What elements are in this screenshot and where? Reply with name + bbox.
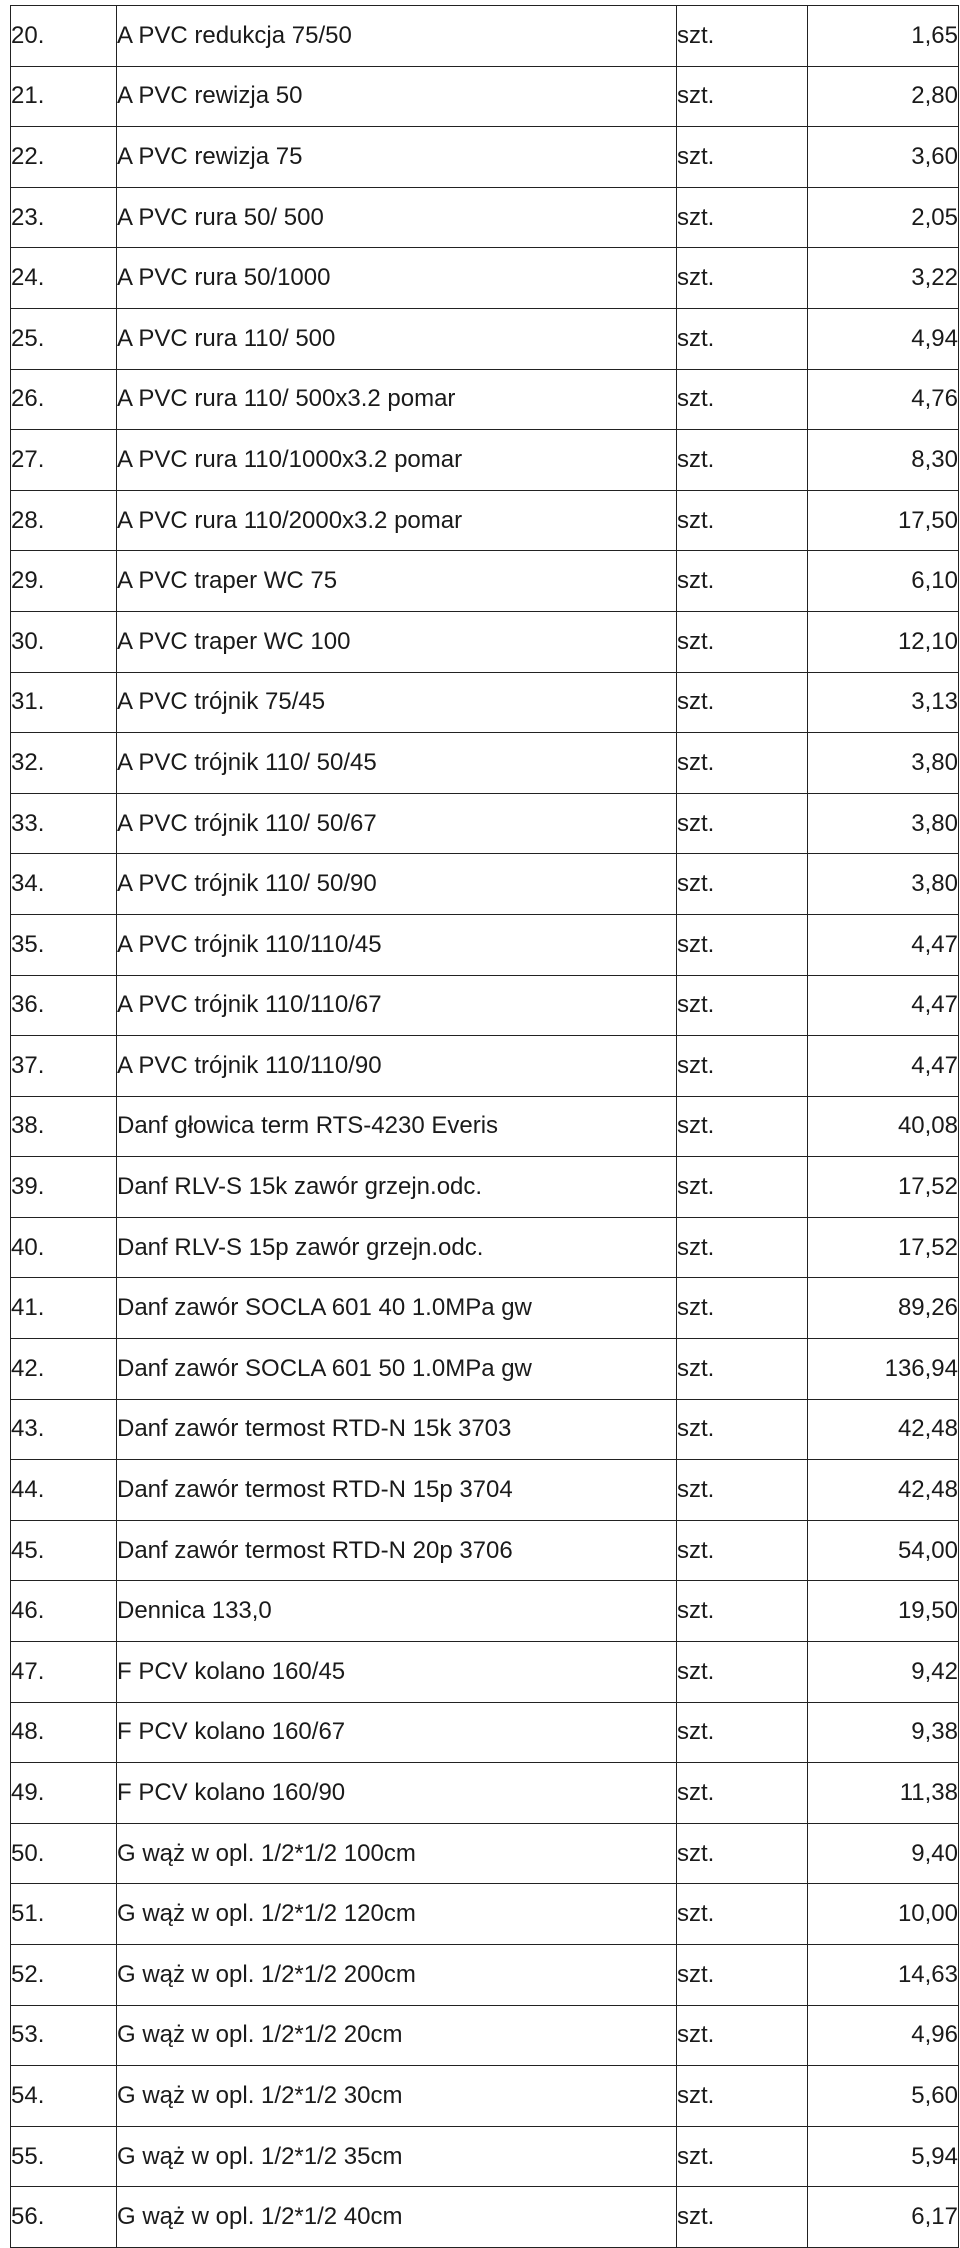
unit-cell: szt. <box>677 1096 808 1157</box>
table-row <box>11 1581 959 1642</box>
price-cell: 2,05 <box>808 187 959 248</box>
product-name-cell: A PVC rewizja 75 <box>117 127 677 188</box>
unit-cell: szt. <box>677 1217 808 1278</box>
price-cell: 4,47 <box>808 914 959 975</box>
product-name-cell: A PVC trójnik 75/45 <box>117 672 677 733</box>
row-number-cell: 55. <box>11 2126 117 2187</box>
product-name-cell: A PVC trójnik 110/ 50/45 <box>117 733 677 794</box>
product-name-cell: A PVC traper WC 75 <box>117 551 677 612</box>
price-cell: 4,47 <box>808 1036 959 1097</box>
table-row <box>11 1642 959 1703</box>
unit-cell: szt. <box>677 490 808 551</box>
table-row <box>11 1460 959 1521</box>
table-row <box>11 127 959 188</box>
price-cell: 3,80 <box>808 733 959 794</box>
price-cell: 136,94 <box>808 1339 959 1400</box>
price-cell: 4,96 <box>808 2005 959 2066</box>
table-row <box>11 914 959 975</box>
table-row <box>11 1339 959 1400</box>
price-cell: 40,08 <box>808 1096 959 1157</box>
price-cell: 12,10 <box>808 611 959 672</box>
row-number-cell: 40. <box>11 1217 117 1278</box>
price-cell: 42,48 <box>808 1399 959 1460</box>
row-number-cell: 36. <box>11 975 117 1036</box>
price-cell: 3,80 <box>808 854 959 915</box>
unit-cell: szt. <box>677 1763 808 1824</box>
unit-cell: szt. <box>677 1278 808 1339</box>
table-row <box>11 1096 959 1157</box>
unit-cell: szt. <box>677 793 808 854</box>
unit-cell: szt. <box>677 6 808 67</box>
unit-cell: szt. <box>677 1702 808 1763</box>
price-cell: 4,94 <box>808 308 959 369</box>
table-row <box>11 1036 959 1097</box>
product-name-cell: A PVC trójnik 110/110/45 <box>117 914 677 975</box>
table-row <box>11 2126 959 2187</box>
product-name-cell: G wąż w opl. 1/2*1/2 40cm <box>117 2187 677 2248</box>
product-name-cell: A PVC rura 110/ 500 <box>117 308 677 369</box>
product-name-cell: A PVC trójnik 110/110/90 <box>117 1036 677 1097</box>
unit-cell: szt. <box>677 914 808 975</box>
price-cell: 11,38 <box>808 1763 959 1824</box>
table-row <box>11 975 959 1036</box>
unit-cell: szt. <box>677 2187 808 2248</box>
product-name-cell: Danf zawór termost RTD-N 15p 3704 <box>117 1460 677 1521</box>
unit-cell: szt. <box>677 1945 808 2006</box>
row-number-cell: 24. <box>11 248 117 309</box>
unit-cell: szt. <box>677 1884 808 1945</box>
row-number-cell: 33. <box>11 793 117 854</box>
product-name-cell: A PVC redukcja 75/50 <box>117 6 677 67</box>
table-row <box>11 1399 959 1460</box>
price-cell: 4,76 <box>808 369 959 430</box>
table-row <box>11 490 959 551</box>
table-row <box>11 430 959 491</box>
price-cell: 4,47 <box>808 975 959 1036</box>
price-cell: 9,42 <box>808 1642 959 1703</box>
unit-cell: szt. <box>677 187 808 248</box>
table-row <box>11 2005 959 2066</box>
row-number-cell: 35. <box>11 914 117 975</box>
unit-cell: szt. <box>677 854 808 915</box>
product-name-cell: Danf zawór termost RTD-N 20p 3706 <box>117 1520 677 1581</box>
row-number-cell: 51. <box>11 1884 117 1945</box>
product-name-cell: A PVC traper WC 100 <box>117 611 677 672</box>
table-row <box>11 1217 959 1278</box>
price-cell: 14,63 <box>808 1945 959 2006</box>
unit-cell: szt. <box>677 975 808 1036</box>
price-cell: 1,65 <box>808 6 959 67</box>
unit-cell: szt. <box>677 672 808 733</box>
row-number-cell: 31. <box>11 672 117 733</box>
price-cell: 3,80 <box>808 793 959 854</box>
row-number-cell: 30. <box>11 611 117 672</box>
row-number-cell: 48. <box>11 1702 117 1763</box>
row-number-cell: 52. <box>11 1945 117 2006</box>
unit-cell: szt. <box>677 1460 808 1521</box>
table-row <box>11 672 959 733</box>
product-name-cell: G wąż w opl. 1/2*1/2 35cm <box>117 2126 677 2187</box>
row-number-cell: 39. <box>11 1157 117 1218</box>
unit-cell: szt. <box>677 2005 808 2066</box>
row-number-cell: 37. <box>11 1036 117 1097</box>
product-name-cell: Dennica 133,0 <box>117 1581 677 1642</box>
product-name-cell: G wąż w opl. 1/2*1/2 20cm <box>117 2005 677 2066</box>
row-number-cell: 54. <box>11 2066 117 2127</box>
product-name-cell: A PVC rura 110/2000x3.2 pomar <box>117 490 677 551</box>
unit-cell: szt. <box>677 1823 808 1884</box>
product-name-cell: Danf zawór SOCLA 601 40 1.0MPa gw <box>117 1278 677 1339</box>
price-cell: 9,38 <box>808 1702 959 1763</box>
product-name-cell: A PVC rura 50/1000 <box>117 248 677 309</box>
product-name-cell: Danf głowica term RTS-4230 Everis <box>117 1096 677 1157</box>
product-name-cell: G wąż w opl. 1/2*1/2 30cm <box>117 2066 677 2127</box>
table-row <box>11 1157 959 1218</box>
table-row <box>11 369 959 430</box>
unit-cell: szt. <box>677 551 808 612</box>
product-name-cell: Danf zawór termost RTD-N 15k 3703 <box>117 1399 677 1460</box>
row-number-cell: 38. <box>11 1096 117 1157</box>
table-row <box>11 551 959 612</box>
price-list-table <box>10 5 959 2248</box>
unit-cell: szt. <box>677 2126 808 2187</box>
unit-cell: szt. <box>677 1642 808 1703</box>
row-number-cell: 45. <box>11 1520 117 1581</box>
row-number-cell: 29. <box>11 551 117 612</box>
unit-cell: szt. <box>677 1399 808 1460</box>
unit-cell: szt. <box>677 733 808 794</box>
unit-cell: szt. <box>677 127 808 188</box>
unit-cell: szt. <box>677 1339 808 1400</box>
price-list-body <box>11 6 959 2248</box>
row-number-cell: 22. <box>11 127 117 188</box>
price-cell: 10,00 <box>808 1884 959 1945</box>
price-cell: 3,60 <box>808 127 959 188</box>
price-cell: 3,22 <box>808 248 959 309</box>
product-name-cell: G wąż w opl. 1/2*1/2 100cm <box>117 1823 677 1884</box>
price-cell: 17,52 <box>808 1217 959 1278</box>
table-row <box>11 611 959 672</box>
price-cell: 5,94 <box>808 2126 959 2187</box>
product-name-cell: A PVC trójnik 110/ 50/90 <box>117 854 677 915</box>
row-number-cell: 26. <box>11 369 117 430</box>
table-row <box>11 248 959 309</box>
product-name-cell: A PVC rura 50/ 500 <box>117 187 677 248</box>
row-number-cell: 47. <box>11 1642 117 1703</box>
price-cell: 6,10 <box>808 551 959 612</box>
price-cell: 89,26 <box>808 1278 959 1339</box>
unit-cell: szt. <box>677 66 808 127</box>
unit-cell: szt. <box>677 430 808 491</box>
table-row <box>11 733 959 794</box>
product-name-cell: G wąż w opl. 1/2*1/2 120cm <box>117 1884 677 1945</box>
unit-cell: szt. <box>677 1581 808 1642</box>
table-row <box>11 2066 959 2127</box>
price-cell: 19,50 <box>808 1581 959 1642</box>
unit-cell: szt. <box>677 248 808 309</box>
product-name-cell: Danf zawór SOCLA 601 50 1.0MPa gw <box>117 1339 677 1400</box>
price-cell: 17,52 <box>808 1157 959 1218</box>
row-number-cell: 27. <box>11 430 117 491</box>
row-number-cell: 46. <box>11 1581 117 1642</box>
product-name-cell: Danf RLV-S 15p zawór grzejn.odc. <box>117 1217 677 1278</box>
row-number-cell: 32. <box>11 733 117 794</box>
product-name-cell: A PVC rura 110/1000x3.2 pomar <box>117 430 677 491</box>
row-number-cell: 41. <box>11 1278 117 1339</box>
unit-cell: szt. <box>677 611 808 672</box>
price-cell: 5,60 <box>808 2066 959 2127</box>
row-number-cell: 34. <box>11 854 117 915</box>
row-number-cell: 44. <box>11 1460 117 1521</box>
row-number-cell: 23. <box>11 187 117 248</box>
unit-cell: szt. <box>677 369 808 430</box>
row-number-cell: 50. <box>11 1823 117 1884</box>
row-number-cell: 20. <box>11 6 117 67</box>
row-number-cell: 42. <box>11 1339 117 1400</box>
row-number-cell: 53. <box>11 2005 117 2066</box>
unit-cell: szt. <box>677 1036 808 1097</box>
table-row <box>11 793 959 854</box>
row-number-cell: 21. <box>11 66 117 127</box>
table-row <box>11 1823 959 1884</box>
product-name-cell: A PVC rura 110/ 500x3.2 pomar <box>117 369 677 430</box>
table-row <box>11 1520 959 1581</box>
table-row <box>11 1278 959 1339</box>
table-row <box>11 6 959 67</box>
table-row <box>11 187 959 248</box>
unit-cell: szt. <box>677 1520 808 1581</box>
row-number-cell: 43. <box>11 1399 117 1460</box>
product-name-cell: A PVC trójnik 110/110/67 <box>117 975 677 1036</box>
product-name-cell: F PCV kolano 160/45 <box>117 1642 677 1703</box>
table-row <box>11 308 959 369</box>
product-name-cell: F PCV kolano 160/90 <box>117 1763 677 1824</box>
product-name-cell: F PCV kolano 160/67 <box>117 1702 677 1763</box>
product-name-cell: A PVC trójnik 110/ 50/67 <box>117 793 677 854</box>
price-cell: 2,80 <box>808 66 959 127</box>
price-cell: 54,00 <box>808 1520 959 1581</box>
price-cell: 6,17 <box>808 2187 959 2248</box>
row-number-cell: 25. <box>11 308 117 369</box>
price-cell: 8,30 <box>808 430 959 491</box>
table-row <box>11 1702 959 1763</box>
price-cell: 3,13 <box>808 672 959 733</box>
table-row <box>11 1884 959 1945</box>
price-cell: 9,40 <box>808 1823 959 1884</box>
product-name-cell: G wąż w opl. 1/2*1/2 200cm <box>117 1945 677 2006</box>
table-row <box>11 854 959 915</box>
table-row <box>11 1763 959 1824</box>
price-cell: 42,48 <box>808 1460 959 1521</box>
row-number-cell: 49. <box>11 1763 117 1824</box>
unit-cell: szt. <box>677 1157 808 1218</box>
unit-cell: szt. <box>677 308 808 369</box>
product-name-cell: Danf RLV-S 15k zawór grzejn.odc. <box>117 1157 677 1218</box>
unit-cell: szt. <box>677 2066 808 2127</box>
row-number-cell: 56. <box>11 2187 117 2248</box>
row-number-cell: 28. <box>11 490 117 551</box>
price-cell: 17,50 <box>808 490 959 551</box>
table-row <box>11 1945 959 2006</box>
product-name-cell: A PVC rewizja 50 <box>117 66 677 127</box>
table-row <box>11 66 959 127</box>
table-row <box>11 2187 959 2248</box>
